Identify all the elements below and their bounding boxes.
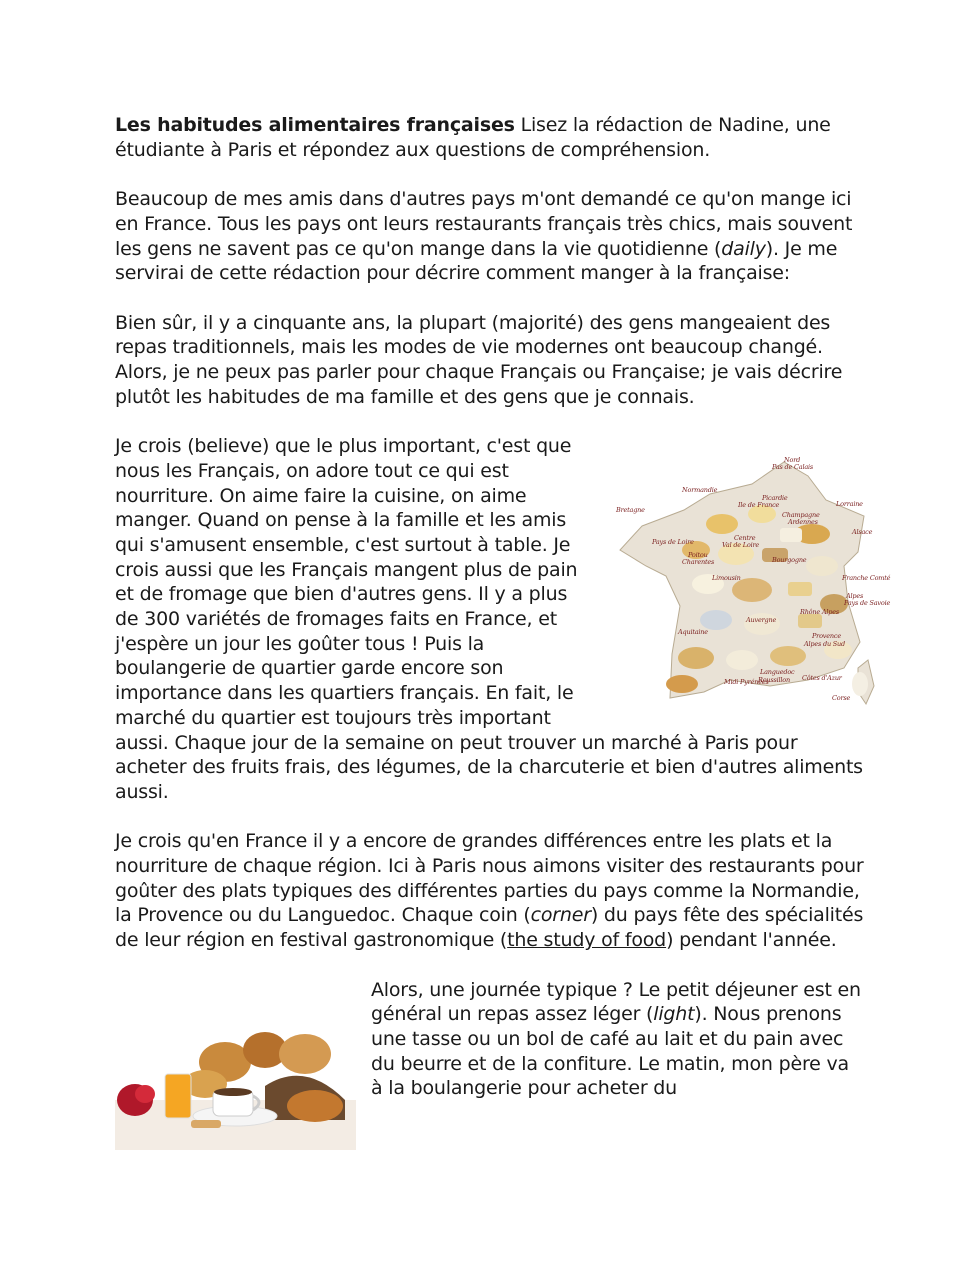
label-champagne: Champagne <box>782 511 820 520</box>
label-pays-de-savoie: Pays de Savoie <box>844 599 891 608</box>
paragraph-1-text-b: ). Je me servirai de cette rédaction pour décrire comment manger à la française: <box>115 237 838 285</box>
label-cotes-d-azur: Côtes d'Azur <box>802 674 842 683</box>
paragraph-4-underlined: the study of food <box>507 929 667 952</box>
paragraph-3: Je crois (believe) que le plus important, c'est que nous les Français, on adore tout ce qui est nourriture. On aime faire la cuisine, on aime manger. Quand on pense à la famille et les amis qui s'amusent ensemble, c'est surtout à table. Je crois aussi que les Français mangent plus de pain et de fromage que bien d'autres gens. Il y a plus de 300 variétés de fromages faits en France, et j'espère un jour les goûter tous ! Puis la boulangerie de quartier garde encore son importance dans les quartiers français. En fait, le marché du quartier est toujours très important aussi. Chaque jour de la semaine on peut trouver un marché à Paris pour acheter des fruits frais, des légumes, de la charcuterie et bien d'autres aliments aussi. <box>115 435 863 803</box>
label-poitou: Poitou <box>688 551 708 560</box>
label-corse: Corse <box>832 694 851 703</box>
paragraph-4-text-b: ) du pays fête des spécialités de leur région en festival gastronomique ( <box>115 904 864 952</box>
paragraph-1-emphasis: daily <box>721 237 766 260</box>
document-page <box>115 113 891 1150</box>
cheese-map-image <box>612 454 891 722</box>
label-franche-comte: Franche Comté <box>842 574 891 583</box>
paragraph-4-emphasis: corner <box>530 904 591 927</box>
label-nord: Nord <box>784 456 801 465</box>
label-charentes: Charentes <box>682 558 715 567</box>
intro-paragraph <box>115 113 865 162</box>
label-bretagne: Bretagne <box>616 506 645 515</box>
label-alpes: Alpes <box>846 592 864 601</box>
label-bourgogne: Bourgogne <box>772 556 807 565</box>
paragraph-1-text-a: Beaucoup de mes amis dans d'autres pays m'ont demandé ce qu'on mange ici en France. Tous les pays ont leurs restaurants français très chics, mais souvent les gens ne savent pas ce qu'on mange dans la vie quotidienne ( <box>115 188 853 260</box>
label-limousin: Limousin <box>712 574 741 583</box>
breakfast-illustration <box>115 990 356 1150</box>
label-midi-pyrenees: Midi Pyrénées <box>724 678 769 687</box>
paragraph-5-text-a: Alors, une journée typique ? Le petit déjeuner est en général un repas assez léger ( <box>371 978 861 1026</box>
paragraph-2: Bien sûr, il y a cinquante ans, la plupart (majorité) des gens mangeaient des repas traditionnels, mais les modes de vie modernes ont beaucoup changé. Alors, je ne peux pas parler pour chaque Français ou Française; je vais décrire plutôt les habitudes de ma famille et des gens que je connais. <box>115 311 843 408</box>
breakfast-image <box>115 990 356 1150</box>
paragraph-5-text-b: ). Nous prenons une tasse ou un bol de café au lait et du pain avec du beurre et de la confiture. Le matin, mon père va à la boulangerie pour acheter du <box>371 1003 849 1100</box>
label-pas-de-calais: Pas de Calais <box>772 463 814 472</box>
paragraph-4-text-c: ) pendant l'année. <box>666 929 837 952</box>
label-provence: Provence <box>812 632 841 641</box>
label-val-de-loire: Val de Loire <box>722 541 760 550</box>
paragraph-4 <box>115 829 865 953</box>
france-cheese-map <box>612 454 891 722</box>
paragraph-4-text-a: Je crois qu'en France il y a encore de grandes différences entre les plats et la nourriture de chaque région. Ici à Paris nous aimons visiter des restaurants pour goûter des plats typiques des différentes parties du pays comme la Normandie, la Provence ou du Languedoc. Chaque coin ( <box>115 830 864 927</box>
label-ile-de-france: Ile de France <box>738 501 780 510</box>
label-picardie: Picardie <box>762 494 788 503</box>
label-auvergne: Auvergne <box>746 616 777 625</box>
label-centre: Centre <box>734 534 756 543</box>
document-title: Les habitudes alimentaires françaises <box>115 114 515 136</box>
label-aquitaine: Aquitaine <box>678 628 708 637</box>
label-normandie: Normandie <box>682 486 718 495</box>
paragraph-1 <box>115 187 865 286</box>
label-languedoc: Languedoc <box>760 668 795 677</box>
label-roussillon: Roussillon <box>758 676 791 685</box>
intro-text: Lisez la rédaction de Nadine, une étudiante à Paris et répondez aux questions de compréhension. <box>115 114 831 161</box>
label-rhone-alpes: Rhône Alpes <box>800 608 840 617</box>
label-alsace: Alsace <box>852 528 873 537</box>
label-ardennes: Ardennes <box>788 518 818 527</box>
paragraph-5-emphasis: light <box>653 1003 695 1026</box>
label-pays-de-loire: Pays de Loire <box>652 538 694 547</box>
label-alpes-du-sud: Alpes du Sud <box>804 640 845 649</box>
label-lorraine: Lorraine <box>836 500 863 509</box>
